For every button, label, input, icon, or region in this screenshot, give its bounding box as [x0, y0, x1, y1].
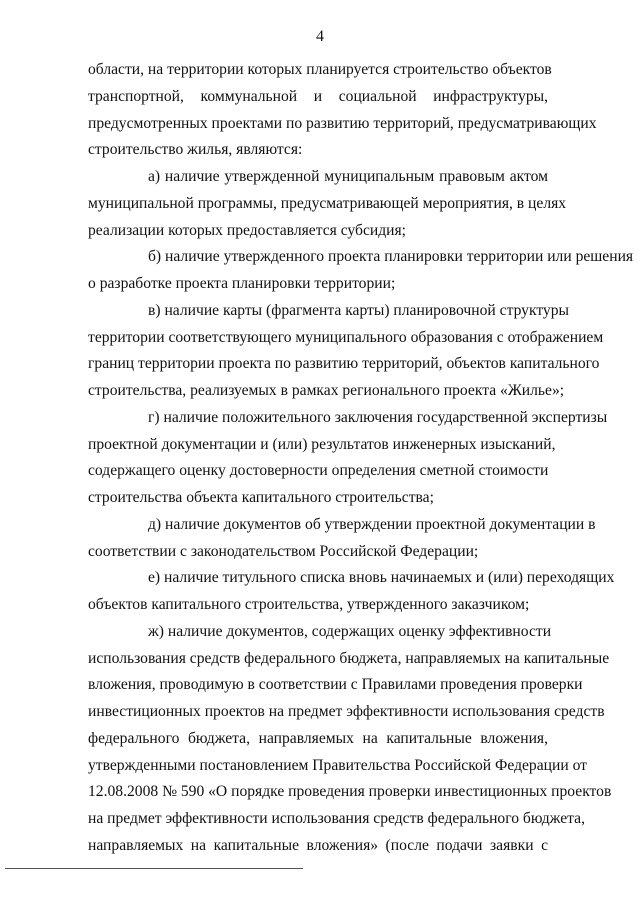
paragraph: [88, 565, 615, 619]
paragraph: [88, 244, 634, 298]
text-line: инвестиционных проектов на предмет эффективности использования средств: [88, 703, 605, 720]
text-line: утвержденными постановлением Правительства Российской Федерации от: [88, 756, 587, 774]
text-line: на предмет эффективности использования средств федерального бюджета,: [88, 810, 585, 827]
text-line: транспортной, коммунальной и социальной инфраструктуры,: [88, 87, 548, 105]
text-line: б) наличие утвержденного проекта планировки территории или решения: [148, 248, 634, 266]
text-line: содержащего оценку достоверности определения сметной стоимости: [88, 462, 549, 480]
page-number: 4: [316, 28, 324, 45]
paragraph: [88, 512, 596, 566]
text-line: строительства объекта капитального строительства;: [88, 489, 434, 506]
document-body: [88, 57, 634, 860]
text-line: муниципальной программы, предусматривающей мероприятия, в целях: [88, 194, 567, 212]
text-line: в) наличие карты (фрагмента карты) планировочной структуры: [148, 301, 570, 319]
text-line: границ территории проекта по развитию территорий, объектов капитального: [88, 355, 600, 373]
text-line: ж) наличие документов, содержащих оценку эффективности: [148, 622, 552, 640]
text-line: строительство жилья, являются:: [88, 141, 303, 159]
text-line: а) наличие утвержденной муниципальным правовым актом: [148, 168, 548, 185]
footer-divider: [5, 868, 303, 869]
text-line: о разработке проекта планировки территории;: [88, 275, 396, 292]
text-line: реализации которых предоставляется субсидия;: [88, 221, 407, 239]
text-line: вложения, проводимую в соответствии с Правилами проведения проверки: [88, 676, 583, 694]
text-line: е) наличие титульного списка вновь начинаемых и (или) переходящих: [148, 569, 615, 587]
text-line: д) наличие документов об утверждении проектной документации в: [148, 515, 596, 533]
paragraph: [88, 164, 567, 244]
paragraph: [88, 619, 612, 860]
text-line: использования средств федерального бюджета, направляемых на капитальные: [88, 649, 610, 667]
text-line: территории соответствующего муниципального образования с отображением: [88, 328, 604, 346]
text-line: федерального бюджета, направляемых на капитальные вложения,: [88, 729, 548, 747]
text-line: предусмотренных проектами по развитию территорий, предусматривающих: [88, 114, 597, 132]
paragraph: [88, 57, 597, 164]
text-line: строительства, реализуемых в рамках регионального проекта «Жилье»;: [88, 382, 565, 399]
text-line: направляемых на капитальные вложения» (после подачи заявки с: [88, 836, 548, 854]
paragraph: [88, 405, 608, 512]
text-line: 12.08.2008 № 590 «О порядке проведения проверки инвестиционных проектов: [88, 783, 612, 801]
paragraph: [88, 298, 604, 405]
text-line: области, на территории которых планируется строительство объектов: [88, 61, 552, 78]
text-line: проектной документации и (или) результатов инженерных изысканий,: [88, 435, 556, 453]
text-line: соответствии с законодательством Российской Федерации;: [88, 542, 479, 560]
text-line: г) наличие положительного заключения государственной экспертизы: [148, 408, 608, 426]
text-line: объектов капитального строительства, утвержденного заказчиком;: [88, 596, 530, 613]
